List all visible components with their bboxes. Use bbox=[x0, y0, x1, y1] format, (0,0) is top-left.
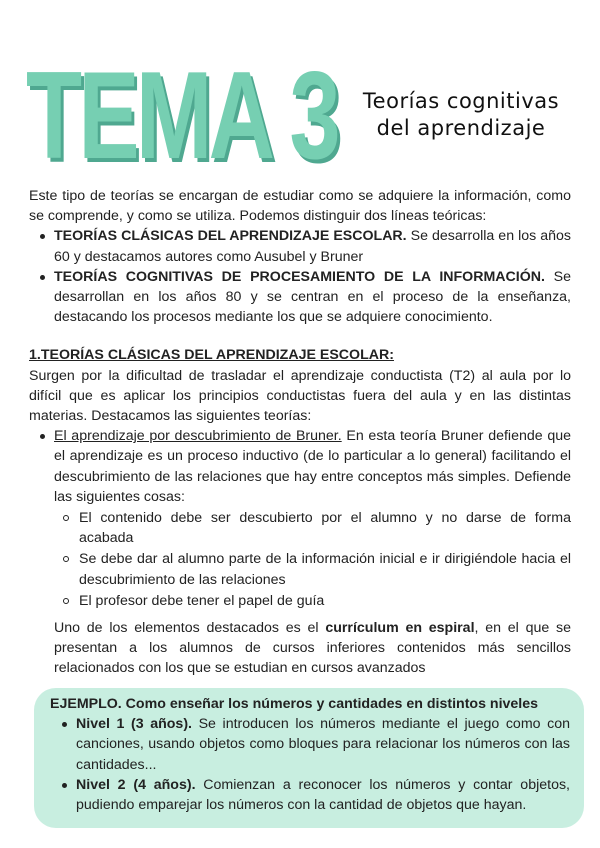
topic-subtitle bbox=[335, 88, 587, 142]
list-item: El profesor debe tener el papel de guía bbox=[54, 591, 571, 611]
item-bold: TEORÍAS COGNITIVAS DE PROCESAMIENTO DE LA INFORMACIÓN. bbox=[54, 268, 545, 285]
main-content bbox=[29, 186, 571, 679]
list-item: El contenido debe ser descubierto por el alumno y no darse de forma acabada bbox=[54, 508, 571, 548]
list-item: Se debe dar al alumno parte de la información inicial e ir dirigiéndole hacia el descubrimiento de las relaciones bbox=[54, 549, 571, 589]
item-bold: Nivel 1 (3 años). bbox=[76, 716, 192, 733]
bruner-heading: El aprendizaje por descubrimiento de Bruner. bbox=[54, 428, 342, 445]
section-paragraph: Surgen por la dificultad de trasladar el aprendizaje conductista (T2) al aula por lo difícil que es aplicar los principios conductistas fuera del aula y en las distintas materias. Destacamos las siguientes teorías: bbox=[29, 367, 571, 425]
subtitle-line-1: Teorías cognitivas bbox=[362, 89, 560, 113]
item-bold: Nivel 2 (4 años). bbox=[76, 776, 196, 793]
item-bold: TEORÍAS CLÁSICAS DEL APRENDIZAJE ESCOLAR. bbox=[54, 228, 407, 245]
item-text: Se introducen los números mediante el juego como con canciones, usando objetos como bloques para relacionar los números con las cantidades... bbox=[76, 716, 571, 773]
list-item bbox=[29, 226, 571, 266]
curriculum-text-before: Uno de los elementos destacados es el bbox=[54, 620, 326, 637]
curriculum-paragraph bbox=[29, 618, 571, 679]
curriculum-bold: currículum en espiral bbox=[325, 620, 475, 637]
example-title: EJEMPLO. Como enseñar los números y cantidades en distintos niveles bbox=[50, 696, 539, 712]
item-text: Se desarrollan en los años 80 y se centran en el proceso de la enseñanza, destacando los procesos mediante los que se adquiere conocimiento. bbox=[54, 268, 572, 326]
example-list bbox=[50, 714, 570, 815]
topic-title: TEMA 3 bbox=[26, 47, 337, 185]
bruner-text: En esta teoría Bruner defiende que el aprendizaje es un proceso inductivo (de lo particular a lo general) facilitando el descubrimiento de las relaciones que hay entre conceptos más simples. Defiende las siguientes cosas: bbox=[54, 428, 571, 505]
curriculum-text-after: , en el que se presentan a los alumnos de cursos inferiores contenidos más sencillos relacionados con los que se estudian en cursos avanzados bbox=[54, 620, 571, 677]
list-item bbox=[50, 714, 570, 775]
section-heading: 1.TEORÍAS CLÁSICAS DEL APRENDIZAJE ESCOLAR: bbox=[29, 347, 394, 364]
item-text: Se desarrolla en los años 60 y destacamos autores como Ausubel y Bruner bbox=[54, 228, 571, 265]
page-header bbox=[0, 0, 600, 185]
item-text: Comienzan a reconocer los números y contar objetos, pudiendo emparejar los números con la cantidad de objetos que hayan. bbox=[76, 776, 570, 814]
list-item bbox=[50, 775, 570, 815]
list-item bbox=[29, 426, 571, 611]
example-box bbox=[34, 688, 584, 828]
theory-lines-list bbox=[29, 226, 571, 327]
bruner-points-list bbox=[54, 508, 571, 611]
list-item bbox=[29, 267, 571, 328]
subtitle-line-2: del aprendizaje bbox=[376, 116, 546, 140]
theories-list bbox=[29, 426, 571, 611]
intro-paragraph: Este tipo de teorías se encargan de estudiar como se adquiere la información, como se comprende, y como se utiliza. Podemos distinguir dos líneas teóricas: bbox=[29, 188, 571, 225]
